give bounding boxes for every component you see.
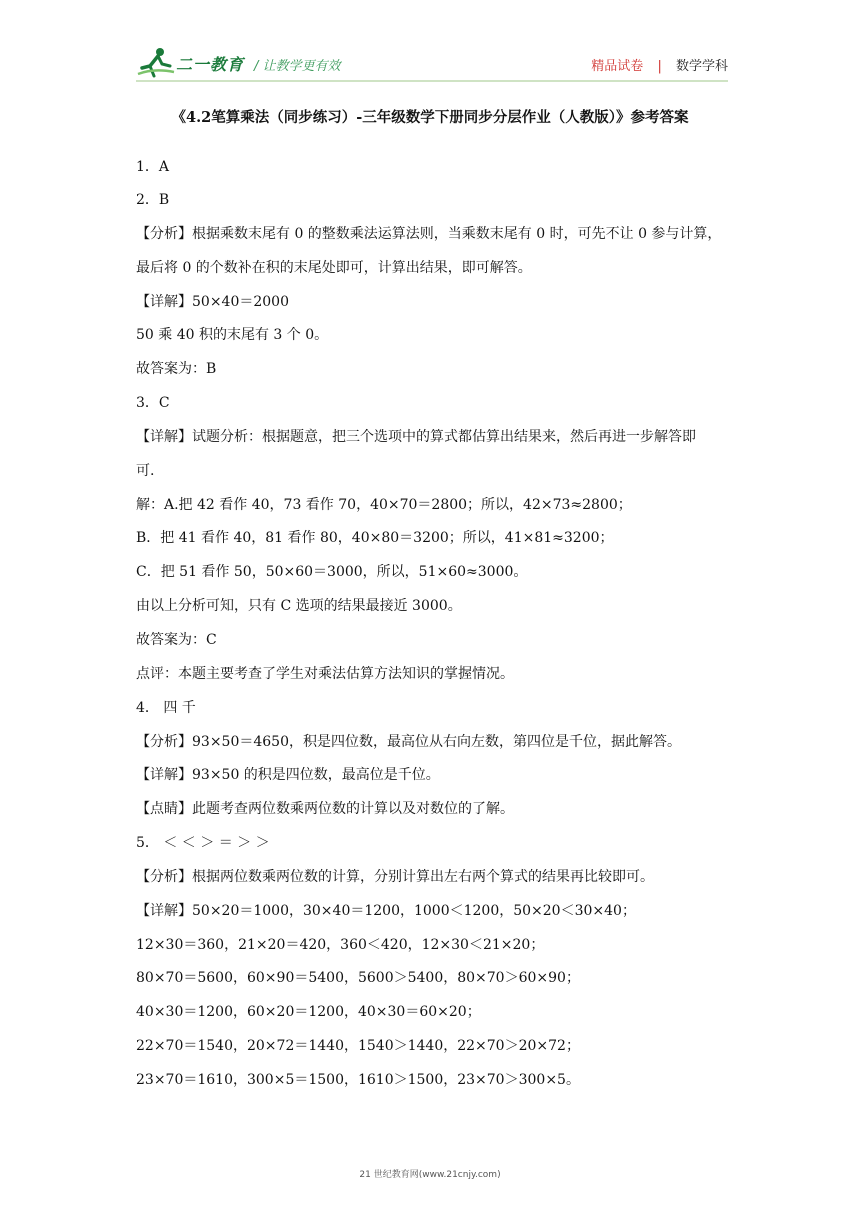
answer-line: 3．C <box>136 395 170 411</box>
answer-line: 2．B <box>136 192 170 208</box>
subject-tag: 数学学科 <box>675 59 728 74</box>
answer-line: 【分析】93×50＝4650，积是四位数，最高位从右向左数，第四位是千位，据此解答。 <box>136 734 681 750</box>
answer-line: 4． 四 千 <box>136 700 196 716</box>
answer-line: 23×70＝1610，300×5＝1500，1610＞1500，23×70＞300×5。 <box>136 1072 580 1088</box>
answer-line: 点评：本题主要考查了学生对乘法估算方法知识的掌握情况。 <box>136 666 514 682</box>
logo <box>136 46 246 80</box>
header-divider <box>136 80 728 82</box>
answer-line: 5． ＜ ＜ ＞ ＝ ＞ ＞ <box>136 835 270 851</box>
answer-line: 故答案为：C <box>136 632 217 648</box>
answer-line: 40×30＝1200，60×20＝1200，40×30＝60×20； <box>136 1004 481 1020</box>
answer-line: 【详解】50×40＝2000 <box>136 294 289 310</box>
answer-line: C．把 51 看作 50，50×60＝3000，所以，51×60≈3000。 <box>136 564 528 580</box>
runner-icon <box>136 46 176 80</box>
tag-separator: | <box>657 59 662 74</box>
header-tags <box>591 55 728 74</box>
slogan: / 让教学更有效 <box>254 59 341 74</box>
answer-line: 【分析】根据两位数乘两位数的计算，分别计算出左右两个算式的结果再比较即可。 <box>136 869 654 885</box>
premium-tag: 精品试卷 <box>591 59 644 74</box>
answer-line: 12×30＝360，21×20＝420，360＜420，12×30＜21×20； <box>136 937 545 953</box>
answer-line: 故答案为：B <box>136 361 217 377</box>
answer-line: 最后将 0 的个数补在积的末尾处即可，计算出结果，即可解答。 <box>136 260 532 276</box>
answer-line: 80×70＝5600，60×90＝5400，5600＞5400，80×70＞60×90； <box>136 970 580 986</box>
answer-line: 50 乘 40 积的末尾有 3 个 0。 <box>136 327 329 343</box>
answer-line: B．把 41 看作 40，81 看作 80，40×80＝3200；所以，41×81≈3200； <box>136 530 614 546</box>
answer-line: 可. <box>136 463 155 479</box>
document-title: 《4.2笔算乘法（同步练习）-三年级数学下册同步分层作业（人教版）》参考答案 <box>171 109 689 126</box>
answer-line: 【详解】93×50 的积是四位数，最高位是千位。 <box>136 767 440 783</box>
page-footer: 21 世纪教育网(www.21cnjy.com) <box>359 1170 501 1180</box>
answer-line: 1．A <box>136 159 170 175</box>
page-header <box>136 46 728 82</box>
answer-line: 【点睛】此题考查两位数乘两位数的计算以及对数位的了解。 <box>136 801 514 817</box>
answer-line: 【详解】试题分析：根据题意，把三个选项中的算式都估算出结果来，然后再进一步解答即 <box>136 429 696 445</box>
answer-line: 【详解】50×20＝1000，30×40＝1200，1000＜1200，50×20＜30×40； <box>136 903 636 919</box>
answer-line: 由以上分析可知，只有 C 选项的结果最接近 3000。 <box>136 598 462 614</box>
logo-text: 二一教育 <box>176 55 245 74</box>
answer-line: 【分析】根据乘数末尾有 0 的整数乘法运算法则，当乘数末尾有 0 时，可先不让 0 参与计算， <box>136 226 722 242</box>
answer-line: 22×70＝1540，20×72＝1440，1540＞1440，22×70＞20×72； <box>136 1038 580 1054</box>
answer-line: 解：A.把 42 看作 40，73 看作 70，40×70＝2800；所以，42×73≈2800； <box>136 497 632 513</box>
